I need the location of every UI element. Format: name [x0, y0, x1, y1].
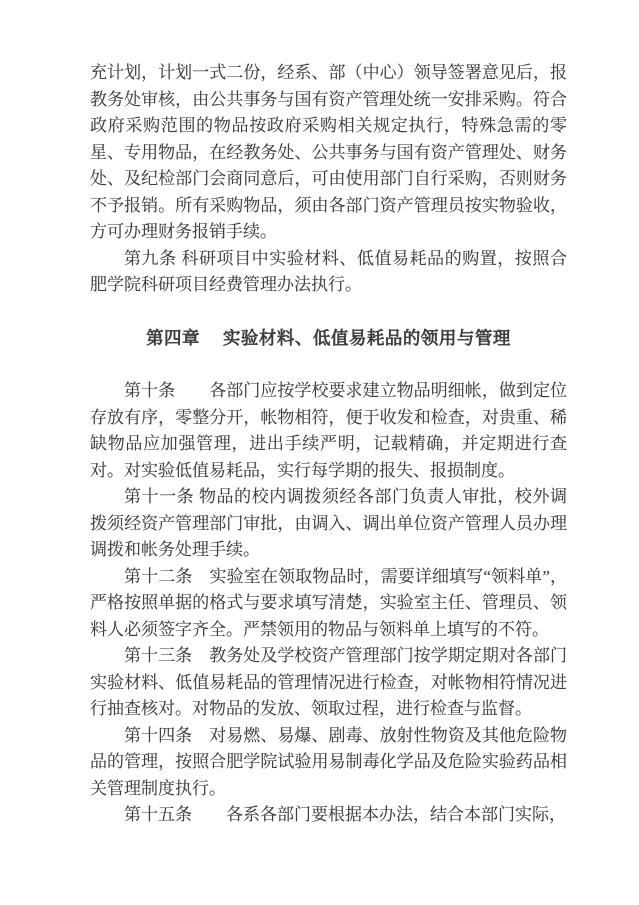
paragraph-article-13: 第十三条 教务处及学校资产管理部门按学期定期对各部门实验材料、低值易耗品的管理情况进行检查，对帐物相符情况进行抽查核对。对物品的发放、领取过程，进行检查与监督。: [90, 646, 567, 718]
chapter-heading: 第四章 实验材料、低值易耗品的领用与管理: [146, 328, 511, 348]
paragraph-article-15: 第十五条 各系各部门要根据本办法，结合本部门实际，: [124, 805, 566, 824]
paragraph-article-14: 第十四条 对易燃、易爆、剧毒、放射性物资及其他危险物品的管理，按照合肥学院试验用易制毒化学品及危险实验药品相关管理制度执行。: [90, 725, 567, 798]
document-content: [90, 60, 567, 829]
paragraph-article-10: 第十条 各部门应按学校要求建立物品明细帐，做到定位存放有序，零整分开，帐物相符，便于收发和检查，对贵重、稀缺物品应加强管理，进出手续严明，记载精确，并定期进行查对。对实验低值易耗品，实行每学期的报失、报损制度。: [90, 381, 567, 480]
paragraph-continuation: 充计划，计划一式二份，经系、部（中心）领导签署意见后，报教务处审核，由公共事务与国有资产管理处统一安排采购。符合政府采购范围的物品按政府采购相关规定执行，特殊急需的零星、专用物品，在经教务处、公共事务与国有资产管理处、财务处、及纪检部门会商同意后，可由使用部门自行采购，否则财务不予报销。所有采购物品，须由各部门资产管理员按实物验收，方可办理财务报销手续。: [90, 63, 567, 241]
paragraph-article-9: 第九条 科研项目中实验材料、低值易耗品的购置，按照合肥学院科研项目经费管理办法执行。: [90, 248, 567, 294]
paragraph-article-12: 第十二条 实验室在领取物品时，需要详细填写“领料单”，严格按照单据的格式与要求填写清楚，实验室主任、管理员、领料人必须签字齐全。严禁领用的物品与领料单上填写的不符。: [90, 566, 567, 639]
paragraph-article-11: 第十一条 物品的校内调拨须经各部门负责人审批，校外调拨须经资产管理部门审批，由调入、调出单位资产管理人员办理调拨和帐务处理手续。: [90, 487, 567, 559]
